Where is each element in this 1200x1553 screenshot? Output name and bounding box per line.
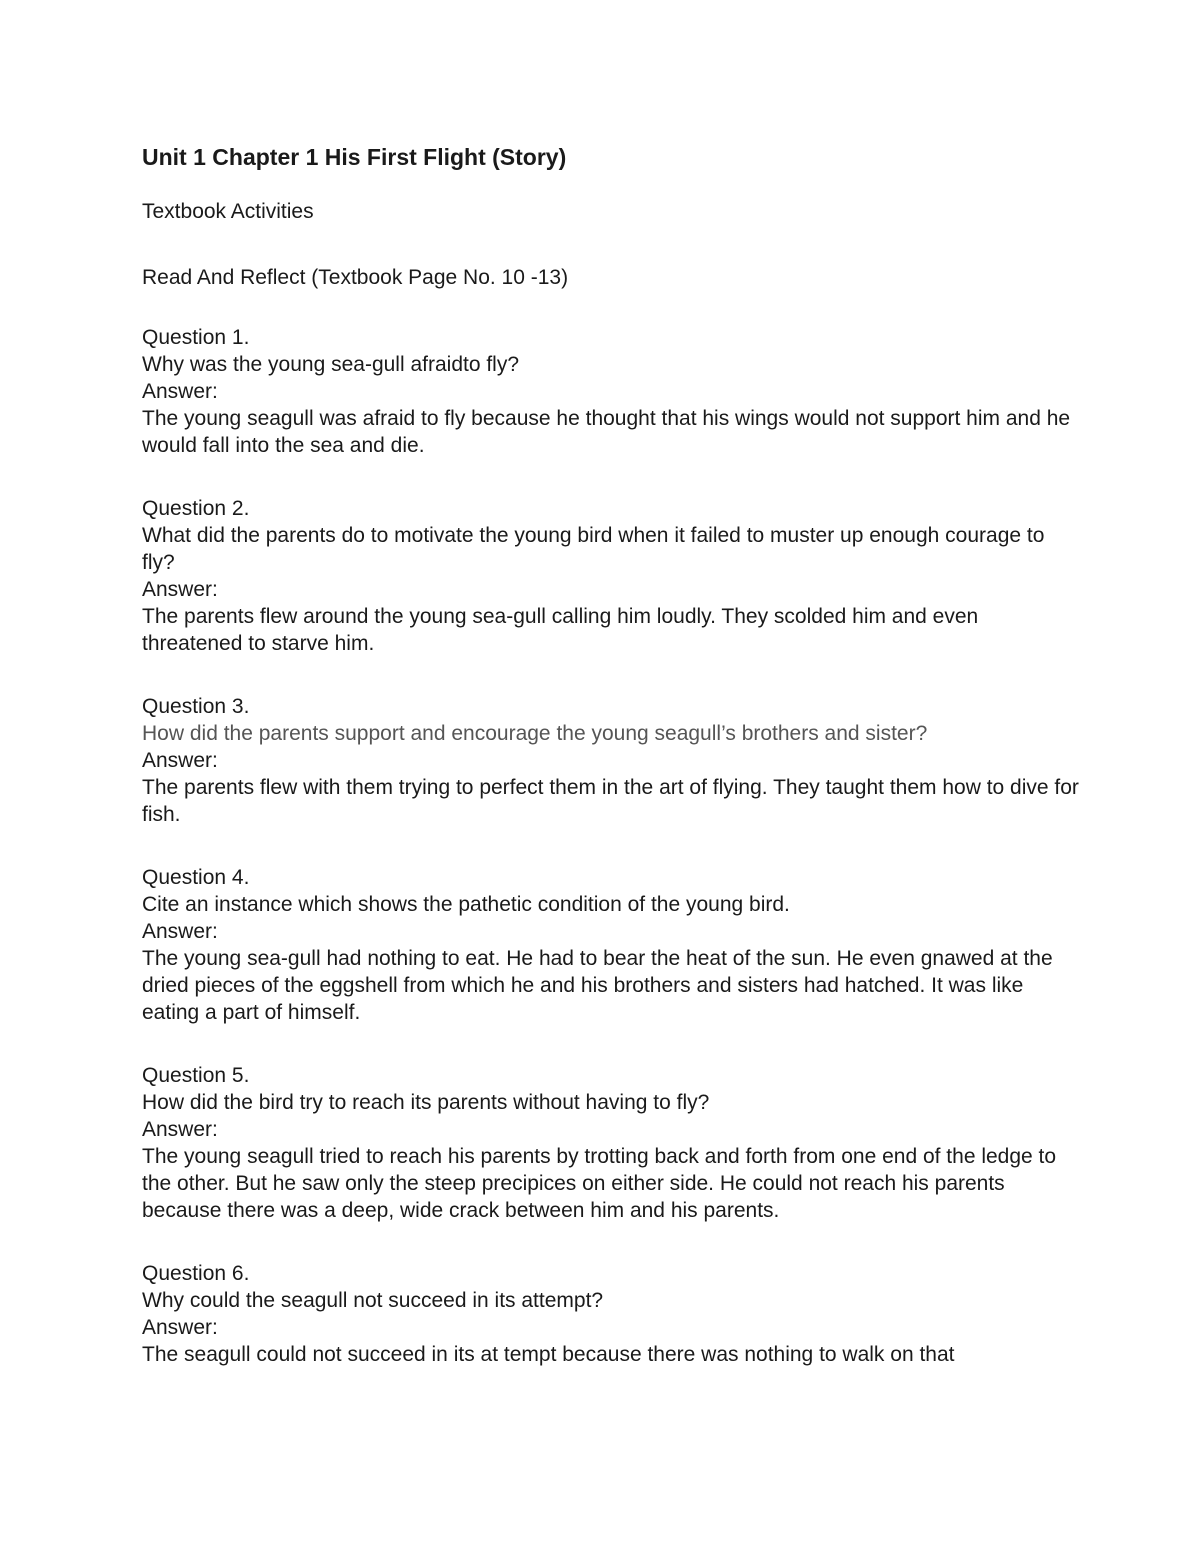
question-text: What did the parents do to motivate the young bird when it failed to muster up enough courage to fly? [142, 524, 1045, 574]
document-page [142, 140, 1082, 1404]
document-title: Unit 1 Chapter 1 His First Flight (Story) [142, 144, 567, 170]
answer-label: Answer: [142, 1118, 218, 1141]
question-block-6 [142, 1260, 1082, 1368]
answer-text: The young sea-gull had nothing to eat. He had to bear the heat of the sun. He even gnawed at the dried pieces of the eggshell from which he and his brothers and sisters had hatched. It was like eating a part of himself. [142, 947, 1053, 1024]
question-text: Cite an instance which shows the pathetic condition of the young bird. [142, 893, 790, 916]
answer-label: Answer: [142, 920, 218, 943]
question-block-4 [142, 864, 1082, 1026]
answer-label: Answer: [142, 578, 218, 601]
answer-label: Answer: [142, 380, 218, 403]
question-label: Question 3. [142, 695, 250, 718]
answer-text: The parents flew with them trying to perfect them in the art of flying. They taught them how to dive for fish. [142, 776, 1079, 826]
question-text: How did the bird try to reach its parents without having to fly? [142, 1091, 710, 1114]
question-label: Question 5. [142, 1064, 250, 1087]
question-block-1 [142, 324, 1082, 459]
answer-label: Answer: [142, 749, 218, 772]
answer-text: The parents flew around the young sea-gull calling him loudly. They scolded him and even threatened to starve him. [142, 605, 979, 655]
question-block-5 [142, 1062, 1082, 1224]
question-label: Question 6. [142, 1262, 250, 1285]
question-block-2 [142, 495, 1082, 657]
question-text: How did the parents support and encourage the young seagull’s brothers and sister? [142, 722, 928, 745]
question-label: Question 1. [142, 326, 250, 349]
answer-text: The seagull could not succeed in its at tempt because there was nothing to walk on that [142, 1343, 955, 1366]
question-text: Why could the seagull not succeed in its attempt? [142, 1289, 604, 1312]
question-block-3 [142, 693, 1082, 828]
document-subtitle: Textbook Activities [142, 200, 314, 223]
question-label: Question 4. [142, 866, 250, 889]
answer-label: Answer: [142, 1316, 218, 1339]
answer-text: The young seagull was afraid to fly because he thought that his wings would not support him and he would fall into the sea and die. [142, 407, 1071, 457]
answer-text: The young seagull tried to reach his parents by trotting back and forth from one end of the ledge to the other. But he saw only the steep precipices on either side. He could not reach his parents because there was a deep, wide crack between him and his parents. [142, 1145, 1057, 1222]
question-label: Question 2. [142, 497, 250, 520]
section-heading: Read And Reflect (Textbook Page No. 10 -13) [142, 266, 569, 289]
question-text: Why was the young sea-gull afraidto fly? [142, 353, 520, 376]
